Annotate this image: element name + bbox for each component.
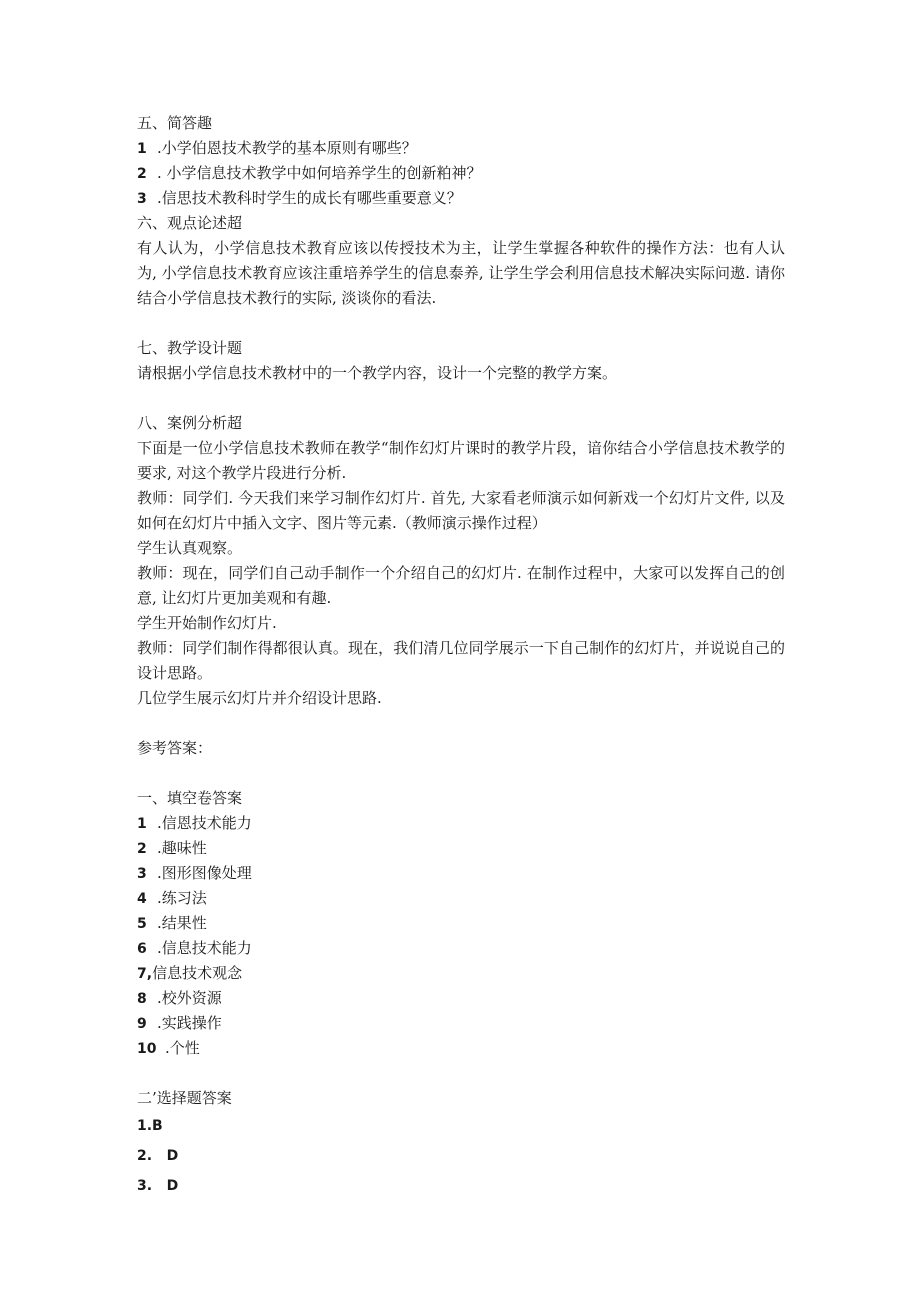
spacer [137, 711, 785, 736]
answer-text: .校外资源 [157, 989, 222, 1007]
item-text: . 小学信息技术教学中如何培养学生的创新粕神？ [157, 164, 482, 182]
item-text: .信思技术教科时学生的成长有哪些重要意义？ [157, 189, 462, 207]
item-number: 3 [137, 191, 147, 207]
document-content [137, 111, 785, 1201]
choice-answer-2: 2. D [137, 1148, 179, 1164]
dialogue-line-6: 几位学生展示幻灯片并介绍设计思路. [137, 689, 382, 707]
fill-answer-4 [137, 886, 785, 911]
answers-heading: 参考答案： [137, 739, 213, 757]
choice-answer-3: 3. D [137, 1178, 179, 1194]
section5-item-1 [137, 136, 785, 161]
answer-number: 5 [137, 916, 147, 932]
answer-number: 10 [137, 1041, 157, 1057]
fill-answers-heading: 一、填空卷答案 [137, 789, 243, 807]
section7-heading: 七、教学设计题 [137, 339, 243, 357]
answer-text: .实践操作 [157, 1014, 222, 1032]
answer-number: 1 [137, 816, 147, 832]
fill-answer-5 [137, 911, 785, 936]
choice-answers-heading: 二’选择题答案 [137, 1089, 232, 1107]
section7-body: 请根据小学信息技术教材中的一个教学内容，设计一个完整的教学方案。 [137, 364, 618, 382]
answer-text: .信息技术能力 [157, 939, 252, 957]
section5-heading: 五、简答趣 [137, 114, 213, 132]
answer-number: 4 [137, 891, 147, 907]
dialogue-line-1: 教师：同学们. 今天我们来学习制作幻灯片. 首先, 大家看老师演示如何新戏一个幻灯片文件, 以及如何在幻灯片中插入文字、图片等元素.（教师演示操作过程） [137, 489, 785, 532]
fill-answer-9 [137, 1011, 785, 1036]
spacer [137, 386, 785, 411]
answer-text: .结果性 [157, 914, 207, 932]
choice-answer-1: 1.B [137, 1118, 163, 1134]
section8-heading: 八、案例分析超 [137, 414, 243, 432]
answer-text: .练习法 [157, 889, 207, 907]
dialogue-line-2: 学生认真观察。 [137, 539, 243, 557]
answer-number: 6 [137, 941, 147, 957]
answer-text: 信息技术观念 [152, 964, 243, 982]
section6-body: 有人认为，小学信息技术教育应该以传授技术为主，让学生掌握各种软件的操作方法：也有人认为, 小学信息技术教育应该注重培养学生的信息泰养, 让学生学会利用信息技术解决实际问遨. 请你结合小学信息技术教行的实际, 淡谈你的看法. [137, 239, 785, 307]
answer-number: 3 [137, 866, 147, 882]
spacer [137, 311, 785, 336]
spacer [137, 761, 785, 786]
fill-answer-6 [137, 936, 785, 961]
item-text: .小学伯恩技术教学的基本原则有哪些？ [157, 139, 417, 157]
fill-answer-7 [137, 961, 785, 986]
item-number: 1 [137, 141, 147, 157]
fill-answer-2 [137, 836, 785, 861]
answer-text: .个性 [165, 1039, 200, 1057]
answer-text: .图形图像处理 [157, 864, 252, 882]
answer-number: 9 [137, 1016, 147, 1032]
spacer [137, 1061, 785, 1086]
section8-intro: 下面是一位小学信息技术教师在教学“制作幻灯片课时的教学片段，谙你结合小学信息技术教学的要求, 对这个教学片段进行分析. [137, 439, 785, 482]
section6-heading: 六、观点论述超 [137, 214, 243, 232]
answer-text: .信恩技术能力 [157, 814, 252, 832]
answer-number: 8 [137, 991, 147, 1007]
answer-number: 7, [137, 966, 153, 982]
fill-answer-3 [137, 861, 785, 886]
dialogue-line-5: 教师：同学们制作得都很认真。现在，我们清几位同学展示一下自己制作的幻灯片，并说说自己的设计思路。 [137, 639, 785, 682]
fill-answer-1 [137, 811, 785, 836]
dialogue-line-4: 学生开始制作幻灯片. [137, 614, 277, 632]
answer-number: 2 [137, 841, 147, 857]
answer-text: .趣味性 [157, 839, 207, 857]
fill-answer-10 [137, 1036, 785, 1061]
item-number: 2 [137, 166, 147, 182]
section5-item-2 [137, 161, 785, 186]
dialogue-line-3: 教师：现在，同学们自己动手制作一个介绍自己的幻灯片. 在制作过程中，大家可以发挥自己的创意, 让幻灯片更加美观和有趣. [137, 564, 785, 607]
fill-answer-8 [137, 986, 785, 1011]
section5-item-3 [137, 186, 785, 211]
